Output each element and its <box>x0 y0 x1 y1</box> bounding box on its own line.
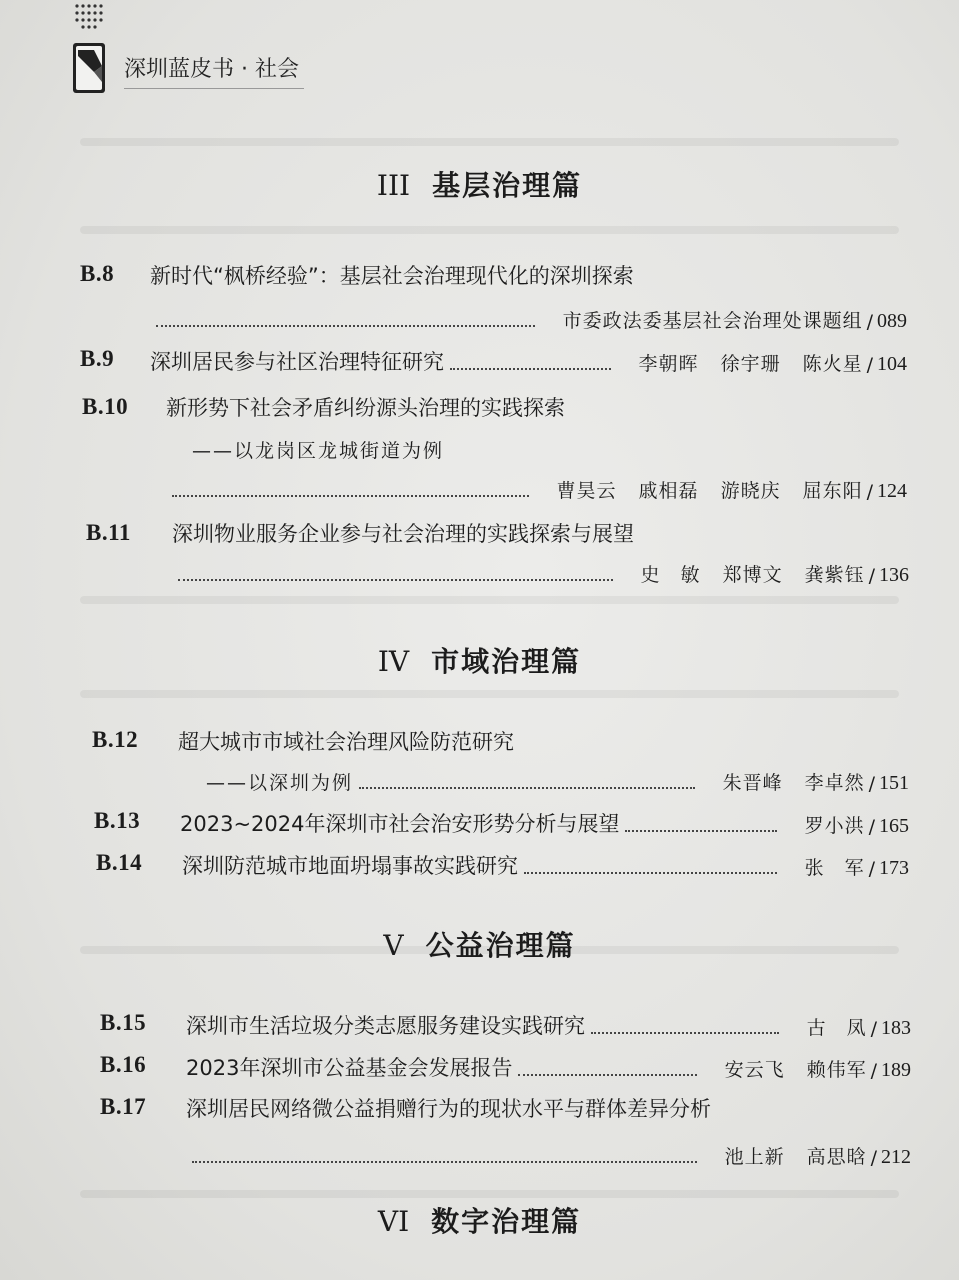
dot-leader <box>518 1074 696 1076</box>
header-divider <box>124 88 304 89</box>
entry-code: B.13 <box>94 808 141 833</box>
entry-code: B.17 <box>100 1094 147 1119</box>
entry-title: 超大城市市域社会治理风险防范研究 <box>178 730 514 754</box>
dot-leader <box>359 787 695 789</box>
entry-author: 曹昊云 <box>556 480 617 502</box>
show-through <box>80 1190 899 1198</box>
section-title: 基层治理篇 <box>432 169 583 202</box>
entry-line: 深圳居民参与社区治理特征研究 李朝晖 徐宇珊 陈火星 / 104 <box>150 346 907 376</box>
entry-author: 李朝晖 <box>638 353 699 375</box>
section-heading-5 <box>0 924 959 964</box>
section-heading-4 <box>0 640 959 680</box>
entry-code: B.8 <box>80 261 115 286</box>
dot-leader <box>172 495 529 497</box>
entry-code: B.10 <box>82 394 129 419</box>
section-title: 公益治理篇 <box>425 929 576 962</box>
entry-title: 深圳市生活垃圾分类志愿服务建设实践研究 <box>186 1014 585 1038</box>
entry-line: 2023年深圳市公益基金会发展报告 安云飞 赖伟军 / 189 <box>186 1052 911 1082</box>
entry-page: 189 <box>881 1059 911 1081</box>
entry-page: 212 <box>881 1146 911 1168</box>
entry-subtitle: ——以龙岗区龙城街道为例 <box>192 440 445 462</box>
entry-author: 郑博文 <box>722 564 783 586</box>
dot-leader <box>192 1161 697 1163</box>
entry-title: 2023~2024年深圳市社会治安形势分析与展望 <box>180 812 620 836</box>
entry-title: 新形势下社会矛盾纠纷源头治理的实践探索 <box>166 396 565 420</box>
entry-author: 赖伟军 <box>806 1059 867 1081</box>
entry-code: B.16 <box>100 1052 147 1077</box>
entry-title: 深圳居民网络微公益捐赠行为的现状水平与群体差异分析 <box>186 1097 711 1121</box>
section-number: IV <box>377 645 410 678</box>
entry-author-line: 池上新 高思晗 / 212 <box>186 1142 911 1169</box>
entry-author: 朱晋峰 <box>722 772 783 794</box>
entry-page: 183 <box>881 1017 911 1039</box>
section-number: VI <box>377 1205 410 1238</box>
entry-author: 李卓然 <box>804 772 865 794</box>
entry-author: 安云飞 <box>724 1059 785 1081</box>
entry-page: 136 <box>879 564 909 586</box>
dot-leader <box>178 579 613 581</box>
entry-author: 古 凤 <box>806 1017 867 1039</box>
entry-title: 深圳物业服务企业参与社会治理的实践探索与展望 <box>172 522 634 546</box>
entry-code: B.14 <box>96 850 143 875</box>
dot-leader <box>625 830 776 832</box>
section-number: V <box>383 929 404 962</box>
section-title: 市域治理篇 <box>431 645 582 678</box>
entry-line: 深圳防范城市地面坍塌事故实践研究 张 军 / 173 <box>182 850 909 880</box>
entry-author: 张 军 <box>804 857 865 879</box>
entry-author-line: 史 敏 郑博文 龚紫钰 / 136 <box>172 560 909 587</box>
entry-page: 165 <box>879 815 909 837</box>
entry-author: 陈火星 <box>802 353 863 375</box>
entry-author: 龚紫钰 <box>804 564 865 586</box>
entry-page: 151 <box>879 772 909 794</box>
entry-code: B.11 <box>86 520 131 545</box>
book-logo-icon <box>72 42 106 94</box>
entry-title: 2023年深圳市公益基金会发展报告 <box>186 1056 513 1080</box>
entry-line: 2023~2024年深圳市社会治安形势分析与展望 罗小洪 / 165 <box>180 808 909 838</box>
entry-author: 戚相磊 <box>638 480 699 502</box>
show-through <box>80 690 899 698</box>
entry-title: 深圳防范城市地面坍塌事故实践研究 <box>182 854 518 878</box>
entry-author: 市委政法委基层社会治理处课题组 <box>562 310 863 332</box>
entry-page: 104 <box>877 353 907 375</box>
entry-line: 深圳市生活垃圾分类志愿服务建设实践研究 古 凤 / 183 <box>186 1010 911 1040</box>
show-through <box>80 226 899 234</box>
show-through <box>80 138 899 146</box>
dot-leader <box>156 325 535 327</box>
entry-title: 深圳居民参与社区治理特征研究 <box>150 350 444 374</box>
entry-author: 游晓庆 <box>720 480 781 502</box>
section-number: III <box>376 169 411 202</box>
section-heading-6 <box>0 1200 959 1240</box>
entry-subtitle: ——以深圳为例 <box>206 772 354 794</box>
entry-author-line: 市委政法委基层社会治理处课题组 / 089 <box>150 306 907 333</box>
entry-page: 089 <box>877 310 907 332</box>
entry-author: 池上新 <box>724 1146 785 1168</box>
entry-author: 屈东阳 <box>802 480 863 502</box>
dot-leader <box>591 1032 779 1034</box>
entry-page: 173 <box>879 857 909 879</box>
book-series-title: 深圳蓝皮书 · 社会 <box>124 57 299 82</box>
dot-grid-icon <box>74 2 104 32</box>
entry-code: B.12 <box>92 727 139 752</box>
dot-leader <box>524 872 777 874</box>
show-through <box>80 596 899 604</box>
dot-leader <box>450 368 611 370</box>
entry-code: B.15 <box>100 1010 147 1035</box>
entry-page: 124 <box>877 480 907 502</box>
entry-author: 高思晗 <box>806 1146 867 1168</box>
entry-author: 罗小洪 <box>804 815 865 837</box>
entry-author-line: ——以深圳为例 朱晋峰 李卓然 / 151 <box>206 768 909 795</box>
section-title: 数字治理篇 <box>431 1205 582 1238</box>
entry-code: B.9 <box>80 346 115 371</box>
entry-title: 新时代“枫桥经验”：基层社会治理现代化的深圳探索 <box>150 264 634 288</box>
section-heading-3 <box>0 164 959 204</box>
entry-author: 徐宇珊 <box>720 353 781 375</box>
entry-author: 史 敏 <box>640 564 701 586</box>
entry-author-line: 曹昊云 戚相磊 游晓庆 屈东阳 / 124 <box>166 476 907 503</box>
